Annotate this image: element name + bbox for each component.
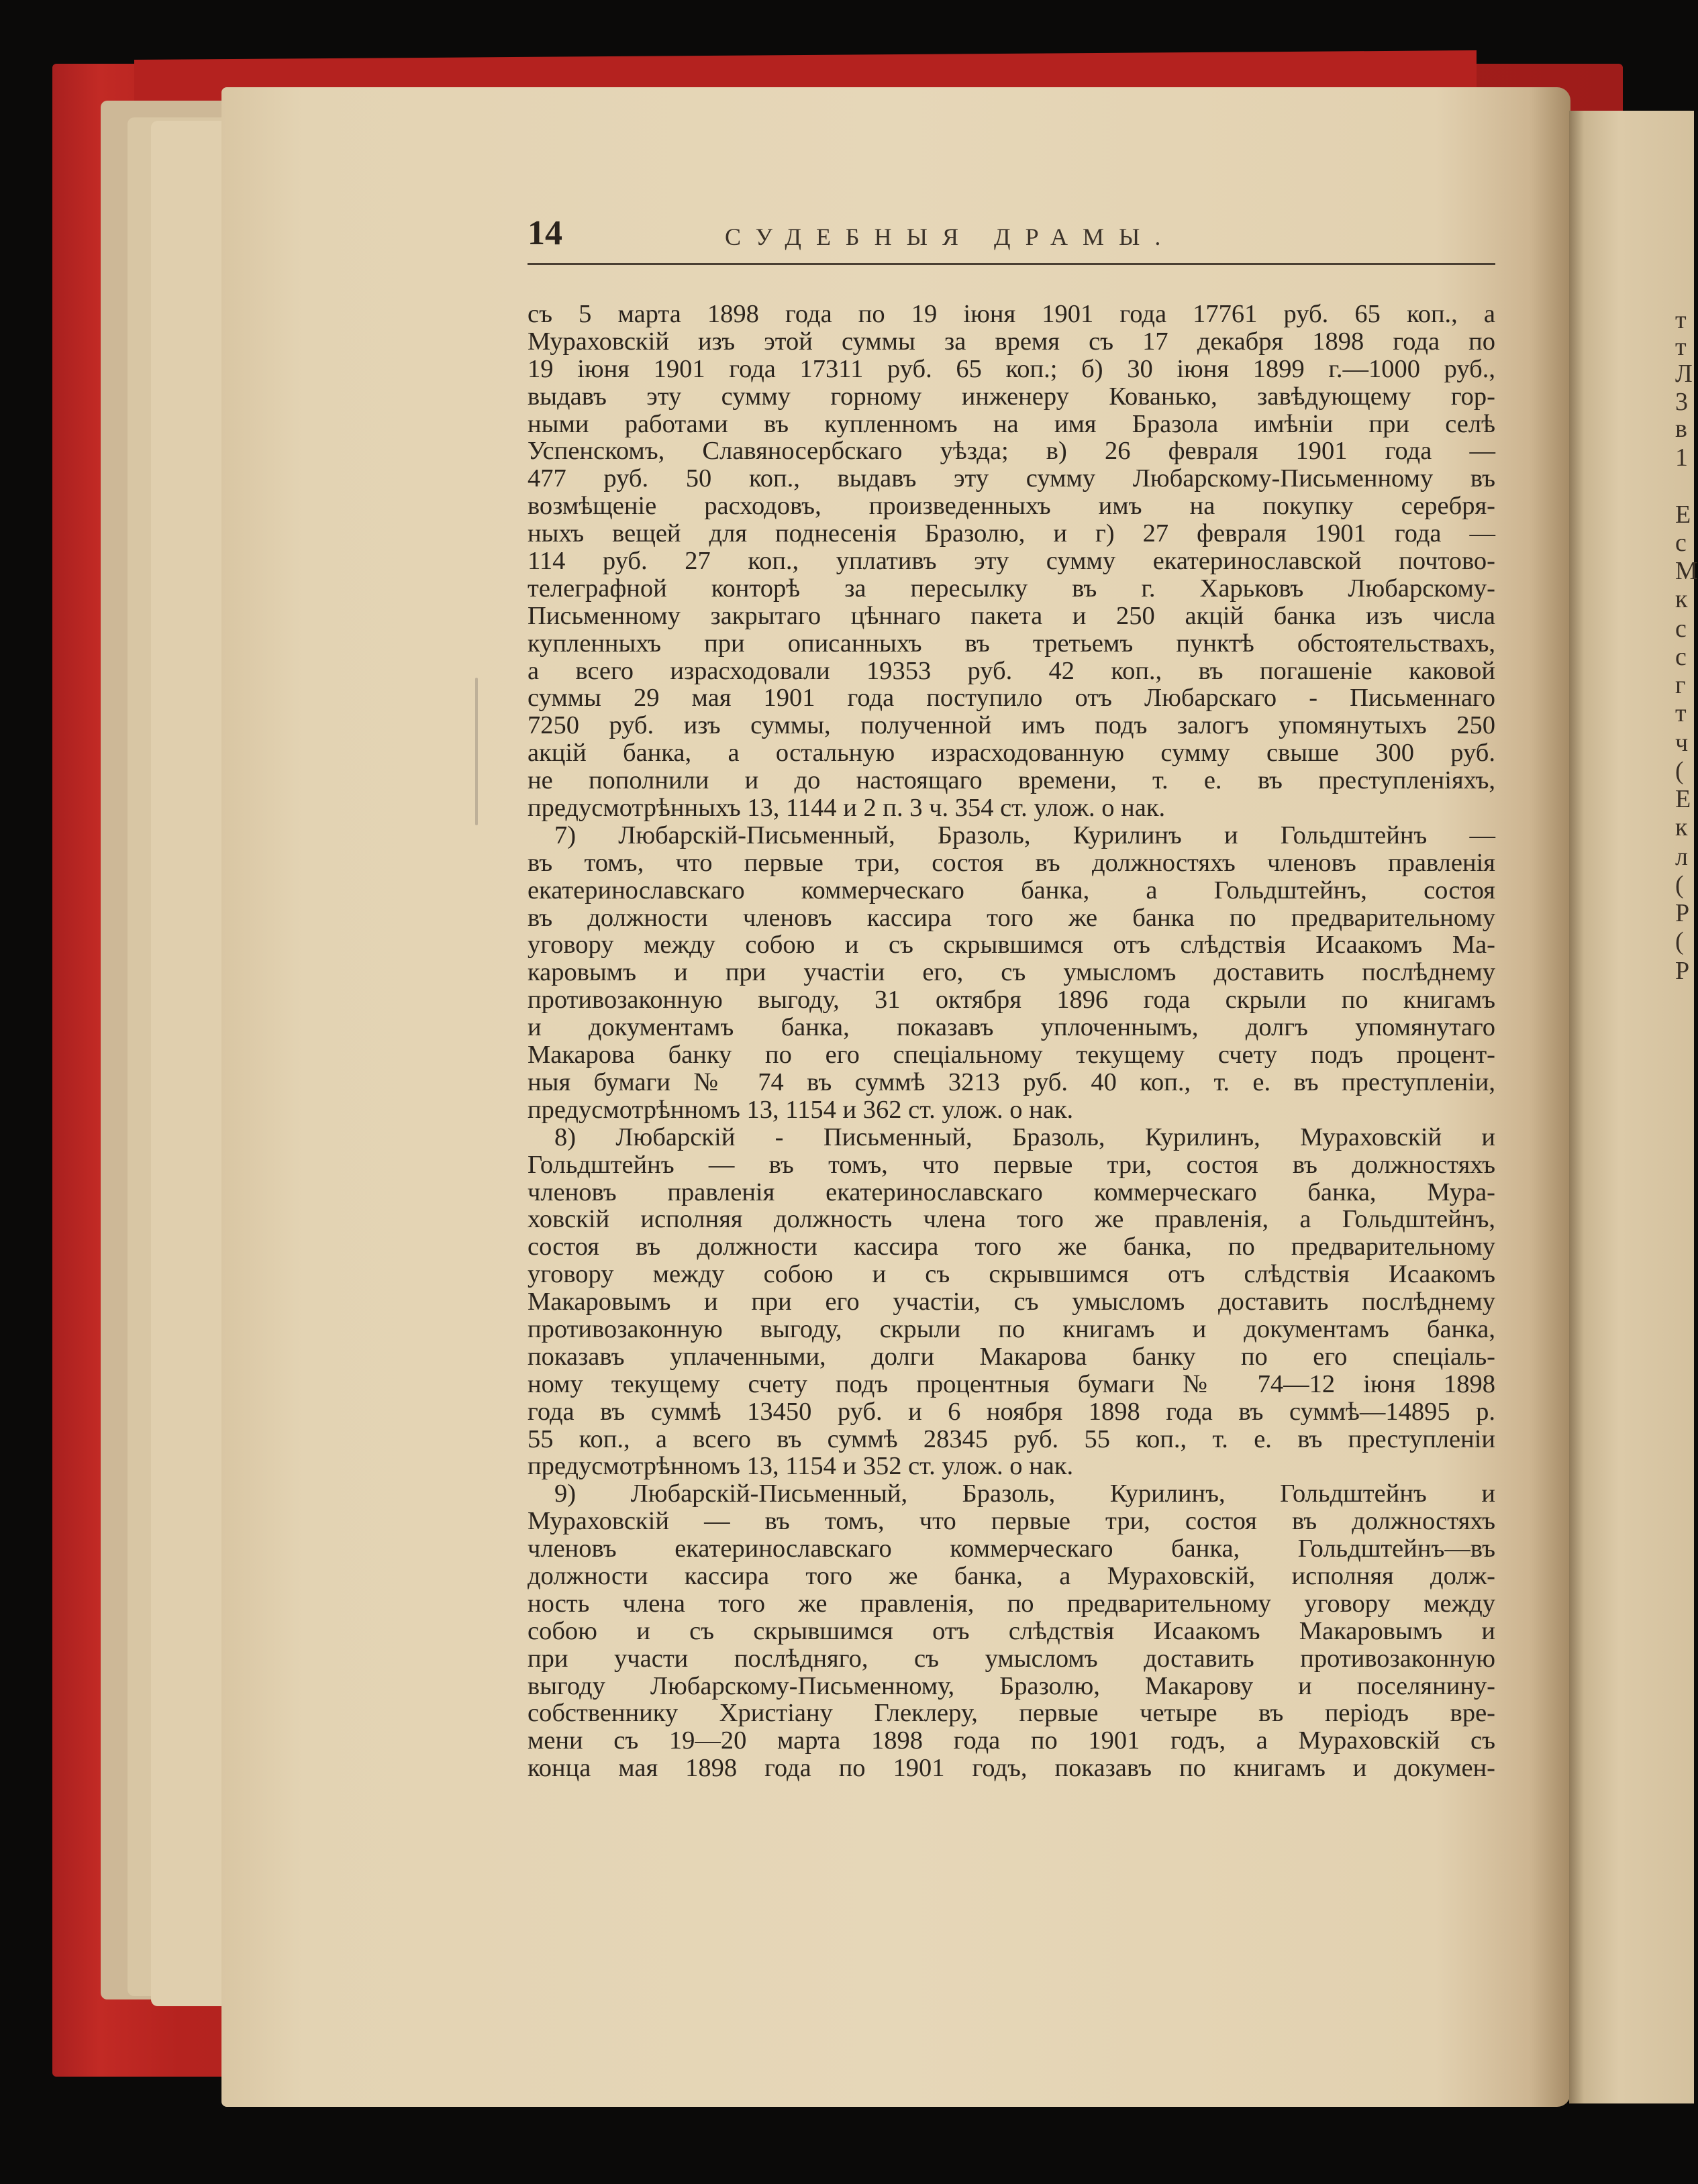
facing-page-fragment: Р: [1675, 957, 1690, 985]
text-line: собственнику Христіану Глеклеру, первые четыре въ періодъ вре-: [528, 1699, 1495, 1728]
text-line: 19 іюня 1901 года 17311 руб. 65 коп.; б) 30 іюня 1899 г.—1000 руб.,: [528, 354, 1495, 383]
facing-page-fragment: т: [1675, 333, 1687, 361]
text-line: показавъ уплаченными, долги Макарова банку по его спеціаль-: [528, 1342, 1495, 1371]
text-line: 114 руб. 27 коп., уплативъ эту сумму екатеринославской почтово-: [528, 547, 1495, 576]
text-line: 8) Любарскій - Письменный, Бразоль, Курилинъ, Мураховскій и: [554, 1123, 1495, 1151]
facing-page-fragment: Е: [1675, 785, 1691, 813]
text-line: а всего израсходовали 19353 руб. 42 коп., въ погашеніе каковой: [528, 656, 1495, 685]
text-line: акцій банка, а остальную израсходованную сумму свыше 300 руб.: [528, 739, 1495, 768]
facing-page-fragment: т: [1675, 699, 1687, 727]
facing-page-fragment: Л: [1675, 360, 1693, 388]
facing-page-fragment: 3: [1675, 388, 1688, 416]
text-line: года въ суммѣ 13450 руб. и 6 ноября 1898 года въ суммѣ—14895 р.: [528, 1397, 1495, 1426]
facing-page-fragment: к: [1675, 813, 1688, 841]
text-line: уговору между собою и съ скрывшимся отъ слѣдствія Исаакомъ: [528, 1260, 1495, 1289]
text-line: противозаконную выгоду, скрыли по книгамъ и документамъ банка,: [528, 1314, 1495, 1343]
text-line: 7) Любарскій-Письменный, Бразоль, Курилинъ и Гольдштейнъ —: [554, 821, 1495, 849]
text-line: предусмотрѣнномъ 13, 1154 и 362 ст. улож. о нак.: [528, 1095, 1074, 1124]
text-line: Мураховскій — въ томъ, что первые три, состоя въ должностяхъ: [528, 1507, 1495, 1536]
facing-page-fragment: (: [1675, 757, 1684, 785]
facing-page-fragment: ч: [1675, 729, 1689, 757]
page-number: 14: [528, 214, 562, 252]
text-line: Мураховскій изъ этой суммы за время съ 17 декабря 1898 года по: [528, 327, 1495, 356]
text-line: 7250 руб. изъ суммы, полученной имъ подъ залогъ упомянутыхъ 250: [528, 711, 1495, 740]
text-line: купленныхъ при описанныхъ въ третьемъ пунктѣ обстоятельствахъ,: [528, 629, 1495, 658]
text-line: ному текущему счету подъ процентныя бумаги № 74—12 іюня 1898: [528, 1369, 1495, 1398]
facing-page: [1569, 111, 1698, 2103]
text-line: членовъ правленія екатеринославскаго коммерческаго банка, Мура-: [528, 1178, 1495, 1206]
facing-page-fragment: Е: [1675, 501, 1691, 529]
text-line: Успенскомъ, Славяносербскаго уѣзда; в) 26 февраля 1901 года —: [528, 437, 1495, 466]
text-line: ныхъ вещей для поднесенія Бразолю, и г) 27 февраля 1901 года —: [528, 519, 1495, 548]
facing-page-fragment: в: [1675, 415, 1687, 443]
text-line: 477 руб. 50 коп., выдавъ эту сумму Любарскому-Письменному въ: [528, 464, 1495, 493]
text-line: 55 коп., а всего въ суммѣ 28345 руб. 55 коп., т. е. въ преступленіи: [528, 1424, 1495, 1453]
running-head: СУДЕБНЫЯ ДРАМЫ.: [725, 223, 1176, 250]
text-line: предусмотрѣнныхъ 13, 1144 и 2 п. 3 ч. 354 ст. улож. о нак.: [528, 794, 1166, 823]
pencil-margin-mark: [475, 678, 478, 825]
text-line: противозаконную выгоду, 31 октября 1896 года скрыли по книгамъ: [528, 986, 1495, 1015]
text-line: суммы 29 мая 1901 года поступило отъ Любарскаго - Письменнаго: [528, 684, 1495, 713]
text-line: Гольдштейнъ — въ томъ, что первые три, состоя въ должностяхъ: [528, 1150, 1495, 1179]
text-line: 9) Любарскій-Письменный, Бразоль, Курилинъ, Гольдштейнъ и: [554, 1479, 1495, 1508]
facing-page-fragment: л: [1675, 843, 1688, 871]
text-line: членовъ екатеринославскаго коммерческаго банка, Гольдштейнъ—въ: [528, 1535, 1495, 1563]
facing-page-fragment: к: [1675, 585, 1688, 613]
text-line: собою и съ скрывшимся отъ слѣдствія Исаакомъ Макаровымъ и: [528, 1616, 1495, 1645]
facing-page-fragment: т: [1675, 306, 1687, 334]
text-line: съ 5 марта 1898 года по 19 іюня 1901 года 17761 руб. 65 коп., а: [528, 300, 1495, 328]
text-line: конца мая 1898 года по 1901 годъ, показавъ по книгамъ и докумен-: [528, 1754, 1495, 1783]
text-line: выгоду Любарскому-Письменному, Бразолю, Макарову и поселянину-: [528, 1671, 1495, 1700]
facing-page-fragment: г: [1675, 671, 1686, 699]
page-body-text: [528, 301, 1495, 1782]
text-line: ными работами въ купленномъ на имя Бразола имѣніи при селѣ: [528, 409, 1495, 438]
text-line: и документамъ банка, показавъ уплоченнымъ, долгъ упомянутаго: [528, 1013, 1495, 1042]
text-line: екатеринославскаго коммерческаго банка, а Гольдштейнъ, состоя: [528, 876, 1495, 904]
text-line: возмѣщеніе расходовъ, произведенныхъ имъ на покупку серебря-: [528, 492, 1495, 521]
text-line: состоя въ должности кассира того же банка, по предварительному: [528, 1233, 1495, 1261]
facing-page-fragment: с: [1675, 643, 1687, 671]
text-line: въ должности членовъ кассира того же банка по предварительному: [528, 903, 1495, 932]
text-line: ность члена того же правленія, по предварительному уговору между: [528, 1589, 1495, 1618]
text-line: телеграфной конторѣ за пересылку въ г. Харьковъ Любарскому-: [528, 574, 1495, 603]
facing-page-fragment: с: [1675, 529, 1687, 557]
text-line: уговору между собою и съ скрывшимся отъ слѣдствія Исаакомъ Ма-: [528, 931, 1495, 959]
text-line: не пополнили и до настоящаго времени, т. е. въ преступленіяхъ,: [528, 766, 1495, 795]
text-line: Макаровымъ и при его участіи, съ умысломъ доставить послѣднему: [528, 1288, 1495, 1316]
text-line: въ томъ, что первые три, состоя въ должностяхъ членовъ правленія: [528, 848, 1495, 877]
text-line: Макарова банку по его спеціальному текущему счету подъ процент-: [528, 1041, 1495, 1070]
facing-page-fragment: (: [1675, 871, 1684, 899]
text-line: предусмотрѣнномъ 13, 1154 и 352 ст. улож. о нак.: [528, 1452, 1074, 1481]
header-rule: [528, 263, 1495, 265]
text-line: выдавъ эту сумму горному инженеру Кованько, завѣдующему гор-: [528, 382, 1495, 411]
facing-page-fragment: 1: [1675, 444, 1688, 472]
text-line: каровымъ и при участіи его, съ умысломъ доставить послѣднему: [528, 958, 1495, 987]
text-line: ныя бумаги № 74 въ суммѣ 3213 руб. 40 коп., т. е. въ преступленіи,: [528, 1068, 1495, 1096]
facing-page-fragment: с: [1675, 615, 1687, 643]
facing-page-fragment: М: [1675, 557, 1698, 585]
text-line: ховскій исполняя должность члена того же правленія, а Гольдштейнъ,: [528, 1205, 1495, 1234]
facing-page-fragment: Р: [1675, 899, 1690, 927]
text-line: Письменному закрытаго цѣннаго пакета и 250 акцій банка изъ числа: [528, 601, 1495, 630]
text-line: должности кассира того же банка, а Мураховскій, исполняя долж-: [528, 1561, 1495, 1590]
facing-page-fragment: (: [1675, 927, 1684, 955]
text-line: мени съ 19—20 марта 1898 года по 1901 годъ, а Мураховскій съ: [528, 1726, 1495, 1755]
text-line: при участи послѣдняго, съ умысломъ доставить противозаконную: [528, 1644, 1495, 1673]
